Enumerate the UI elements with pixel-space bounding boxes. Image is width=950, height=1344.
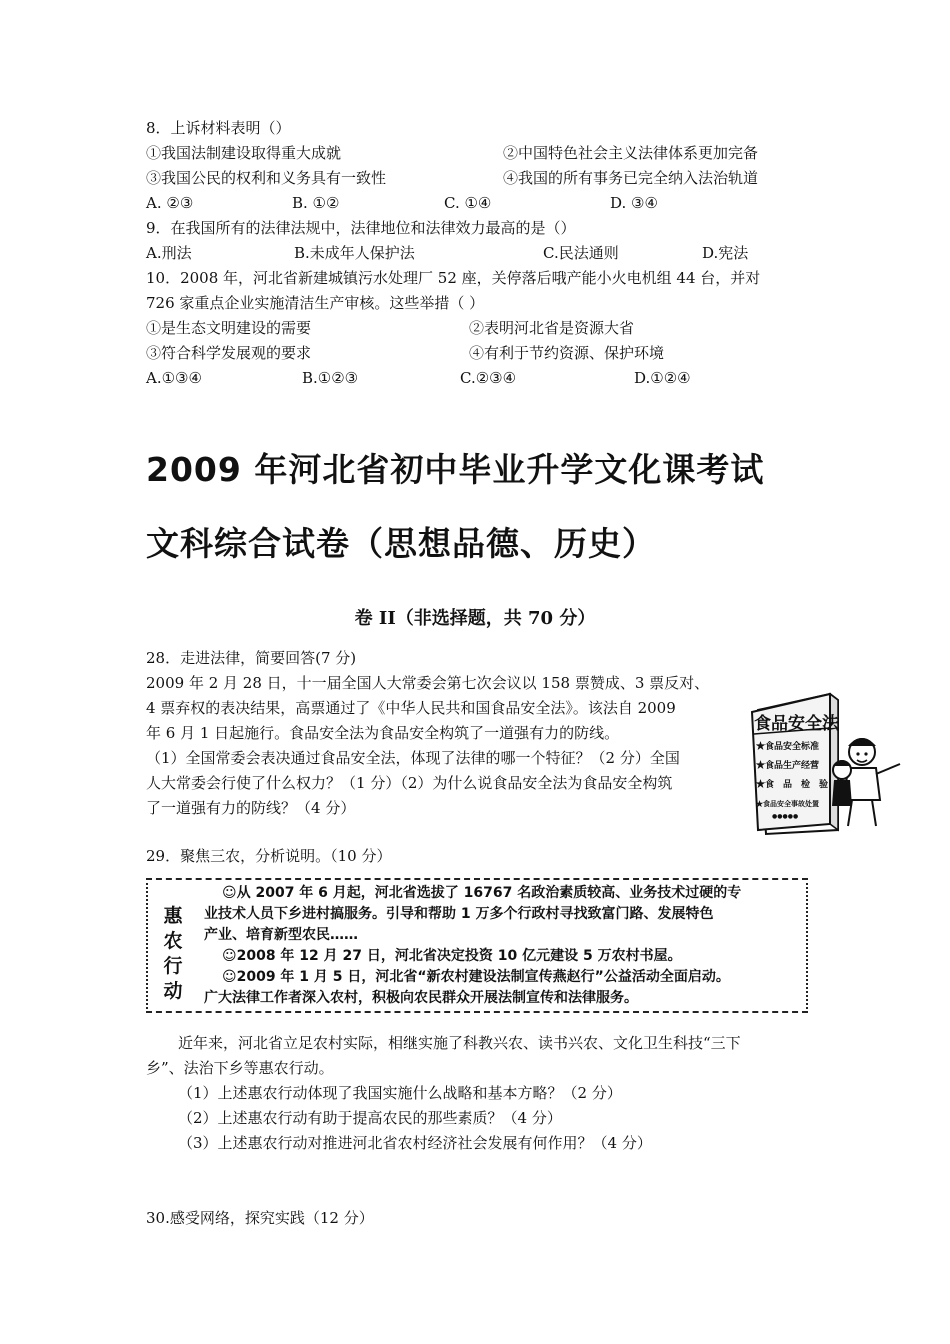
book-item-2: ★食品生产经营 [756, 761, 820, 771]
box-line-1: ☺从 2007 年 6 月起，河北省选拔了 16767 名政治素质较高、业务技术过硬的专 [222, 885, 742, 901]
q10-option-4: ④有利于节约资源、保护环境 [469, 344, 665, 362]
book-item-1: ★食品安全标准 [756, 742, 820, 752]
q9-stem: 9．在我国所有的法律法规中，法律地位和法律效力最高的是（） [146, 219, 576, 237]
q29-sub-question-1: （1）上述惠农行动体现了我国实施什么战略和基本方略？（2 分） [178, 1084, 622, 1102]
box-side-label [162, 904, 184, 1004]
box-side-char-3: 行 [163, 955, 183, 977]
q9-choice-b: B.未成年人保护法 [294, 244, 415, 262]
book-title: 食品安全法 [754, 714, 839, 734]
q28-line2: 4 票弃权的表决结果，高票通过了《中华人民共和国食品安全法》。该法自 2009 [146, 699, 676, 717]
q10-option-2: ②表明河北省是资源大省 [469, 319, 635, 337]
q8-option-2: ②中国特色社会主义法律体系更加完备 [503, 144, 759, 162]
q29-heading: 29．聚焦三农，分析说明。（10 分） [146, 847, 392, 865]
q9-choice-d: D.宪法 [702, 244, 749, 262]
q8-option-3: ③我国公民的权利和义务具有一致性 [146, 169, 387, 187]
q10-stem-line2: 726 家重点企业实施清洁生产审核。这些举措（ ） [146, 294, 485, 312]
q10-choice-b: B.①②③ [302, 369, 359, 387]
box-side-char-1: 惠 [163, 905, 183, 927]
q10-choice-c: C.②③④ [460, 369, 517, 387]
q28-line4: （1）全国常委会表决通过食品安全法，体现了法律的哪一个特征？（2 分）全国 [146, 749, 680, 767]
box-side-char-4: 动 [163, 980, 183, 1002]
q8-choice-c: C. ①④ [444, 194, 492, 212]
q10-option-3: ③符合科学发展观的要求 [146, 344, 312, 362]
q29-sub-question-3: （3）上述惠农行动对推进河北省农村经济社会发展有何作用？（4 分） [178, 1134, 652, 1152]
q10-choice-a: A.①③④ [146, 369, 202, 387]
box-side-char-2: 农 [163, 930, 183, 952]
q8-stem: 8．上诉材料表明（） [146, 119, 291, 137]
book-dots: ●●●●● [772, 813, 799, 820]
q9-choice-a: A.刑法 [146, 244, 192, 262]
q29-paragraph-line1: 近年来，河北省立足农村实际，相继实施了科教兴农、读书兴农、文化卫生科技“三下 [178, 1034, 741, 1052]
q10-stem-line1: 10．2008 年，河北省新建城镇污水处理厂 52 座，关停落后哦产能小火电机组 44 台，并对 [146, 269, 761, 287]
q28-heading: 28．走进法律，简要回答(7 分) [146, 649, 357, 667]
q8-option-1: ①我国法制建设取得重大成就 [146, 144, 342, 162]
q30-heading: 30.感受网络，探究实践（12 分） [146, 1209, 374, 1227]
book-item-3: ★食 品 检 验 [756, 780, 829, 790]
box-line-2: 业技术人员下乡进村搞服务。引导和帮助 1 万多个行政村寻找致富门路、发展特色 [204, 906, 714, 922]
q8-choice-a: A. ②③ [146, 194, 194, 212]
q28-line1: 2009 年 2 月 28 日，十一届全国人大常委会第七次会议以 158 票赞成、3 票反对、 [146, 674, 710, 692]
exam-subtitle: 文科综合试卷（思想品德、历史） [146, 524, 656, 563]
exam-title: 2009 年河北省初中毕业升学文化课考试 [146, 450, 765, 489]
food-safety-law-illustration [744, 688, 914, 836]
hui-nong-action-box [146, 878, 808, 1013]
q9-choice-c: C.民法通则 [543, 244, 619, 262]
section-heading: 卷 II（非选择题，共 70 分） [354, 608, 596, 629]
box-line-3: 产业、培育新型农民…… [204, 927, 358, 943]
q29-paragraph-line2: 乡”、法治下乡等惠农行动。 [146, 1059, 334, 1077]
q8-option-4: ④我国的所有事务已完全纳入法治轨道 [503, 169, 759, 187]
book-item-4: ★食品安全事故处置 [756, 799, 819, 808]
box-line-5: ☺2009 年 1 月 5 日，河北省“新农村建设法制宣传燕赵行”公益活动全面启动。 [222, 969, 730, 985]
q28-line5: 人大常委会行使了什么权力？（1 分）（2）为什么说食品安全法为食品安全构筑 [146, 774, 673, 792]
box-line-4: ☺2008 年 12 月 27 日，河北省决定投资 10 亿元建设 5 万农村书屋。 [222, 948, 682, 964]
box-line-6: 广大法律工作者深入农村，积极向农民群众开展法制宣传和法律服务。 [204, 990, 638, 1006]
q28-line3: 年 6 月 1 日起施行。食品安全法为食品安全构筑了一道强有力的防线。 [146, 724, 620, 742]
q10-choice-d: D.①②④ [634, 369, 691, 387]
q8-choice-d: D. ③④ [610, 194, 658, 212]
q28-line6: 了一道强有力的防线？（4 分） [146, 799, 356, 817]
q29-sub-question-2: （2）上述惠农行动有助于提高农民的那些素质？（4 分） [178, 1109, 562, 1127]
q10-option-1: ①是生态文明建设的需要 [146, 319, 312, 337]
q8-choice-b: B. ①② [292, 194, 340, 212]
